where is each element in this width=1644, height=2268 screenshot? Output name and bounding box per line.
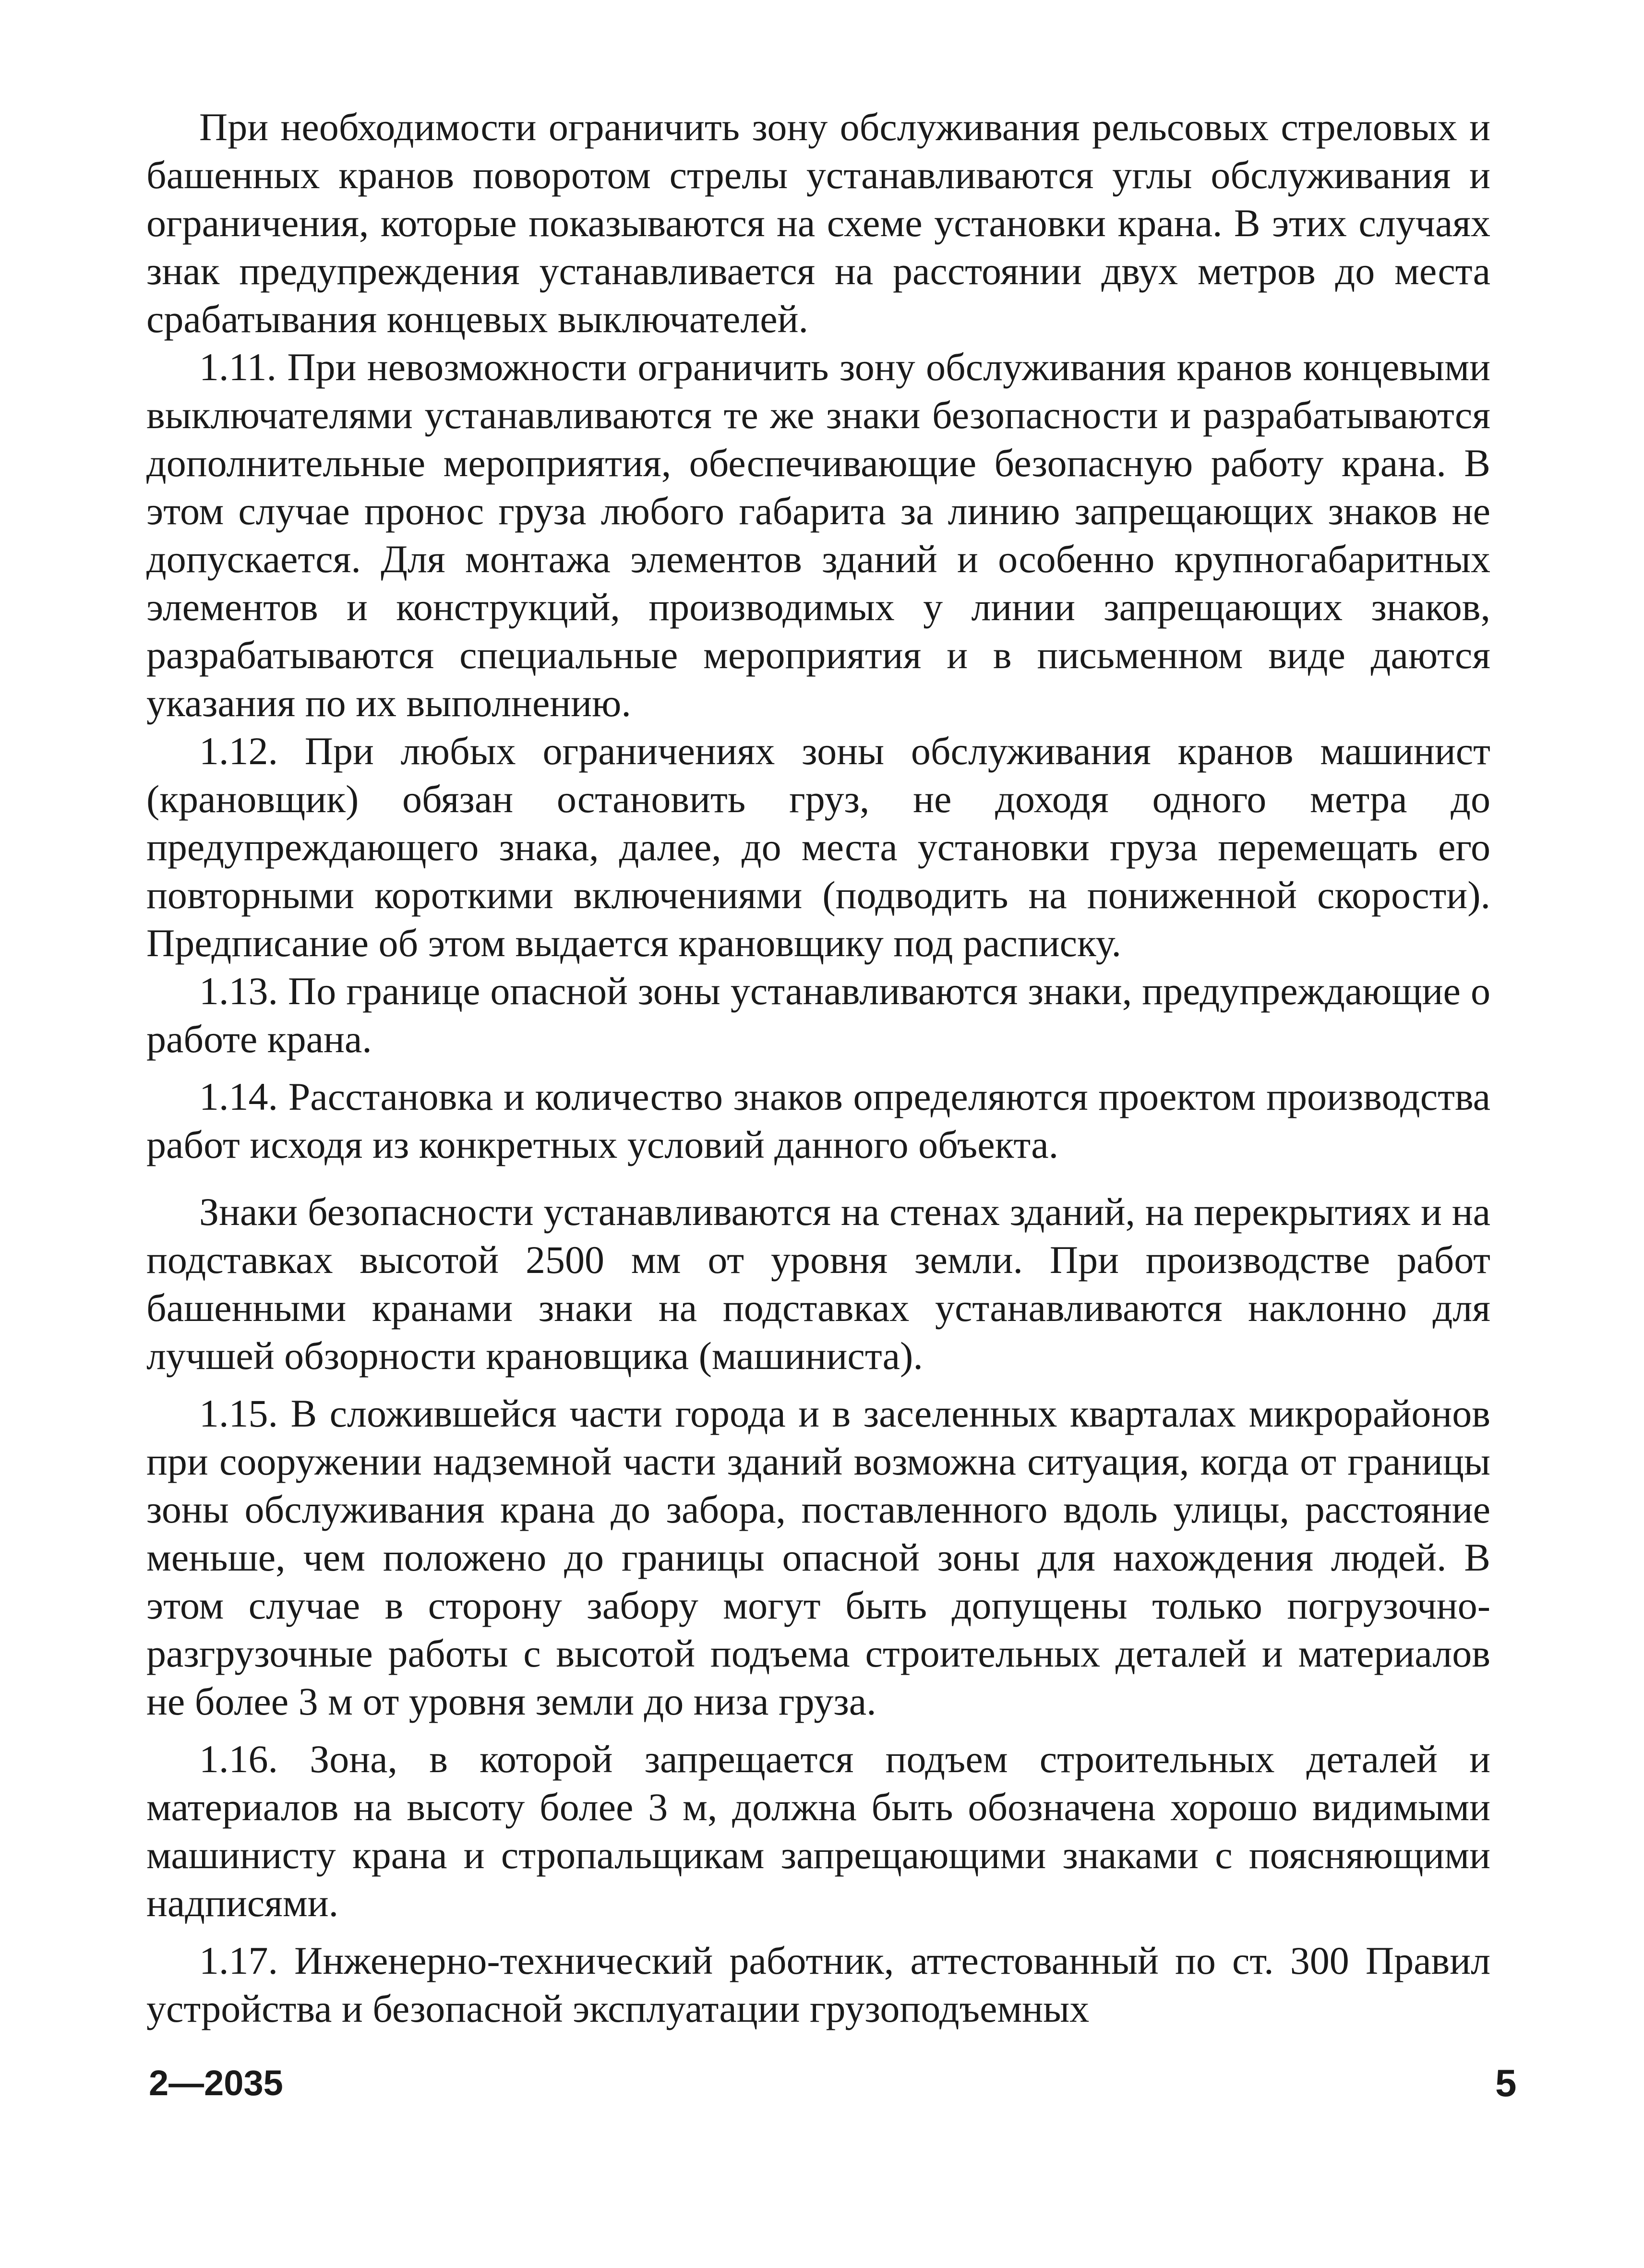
paragraph-1-16: 1.16. Зона, в которой запрещается подъем строительных деталей и материалов на высоту более 3 м, должна быть обозначена хорошо видимыми машинисту крана и стропальщикам запрещающими знаками с поясняющими надписями. <box>146 1737 1490 1925</box>
paragraph-1-15: 1.15. В сложившейся части города и в заселенных кварталах микрорайонов при сооружении надземной части зданий возможна ситуация, когда от границы зоны обслуживания крана до забора, поставленного вдоль улицы, расстояние меньше, чем положено до границы опасной зоны для нахождения людей. В этом случае в сторону забору могут быть допущены только погрузочно-разгрузочные работы с высотой подъема строительных деталей и материалов не более 3 м от уровня земли до низа груза. <box>146 1392 1490 1723</box>
paragraph-1-13: 1.13. По границе опасной зоны устанавливаются знаки, предупреждающие о работе крана. <box>146 969 1490 1061</box>
paragraph-safety-signs: Знаки безопасности устанавливаются на стенах зданий, на перекрытиях и на подставках высотой 2500 мм от уровня земли. При производстве работ башенными кранами знаки на подставках устанавливаются наклонно для лучшей обзорности крановщика (машиниста). <box>146 1190 1490 1378</box>
paragraph-1-14: 1.14. Расстановка и количество знаков определяются проектом производства работ исходя из конкретных условий данного объекта. <box>146 1075 1490 1166</box>
printer-signature: 2—2035 <box>149 2063 283 2103</box>
paragraph-1-12: 1.12. При любых ограничениях зоны обслуживания кранов машинист (крановщик) обязан остановить груз, не доходя одного метра до предупреждающего знака, далее, до места установки груза перемещать его повторными короткими включениями (подводить на пониженной скорости). Предписание об этом выдается крановщику под расписку. <box>146 729 1490 965</box>
body-text <box>146 103 1490 2033</box>
page-number: 5 <box>1495 2062 1517 2104</box>
paragraph-1-17: 1.17. Инженерно-технический работник, аттестованный по ст. 300 Правил устройства и безопасной эксплуатации грузоподъемных <box>146 1939 1490 2030</box>
paragraph-1-11: 1.11. При невозможности ограничить зону обслуживания кранов концевыми выключателями устанавливаются те же знаки безопасности и разрабатываются дополнительные мероприятия, обеспечивающие безопасную работу крана. В этом случае пронос груза любого габарита за линию запрещающих знаков не допускается. Для монтажа элементов зданий и особенно крупногабаритных элементов и конструкций, производимых у линии запрещающих знаков, разрабатываются специальные мероприятия и в письменном виде даются указания по их выполнению. <box>146 345 1490 725</box>
paragraph-crane-zone-limits: При необходимости ограничить зону обслуживания рельсовых стреловых и башенных кранов поворотом стрелы устанавливаются углы обслуживания и ограничения, которые показываются на схеме установки крана. В этих случаях знак предупреждения устанавливается на расстоянии двух метров до места срабатывания концевых выключателей. <box>146 105 1490 341</box>
